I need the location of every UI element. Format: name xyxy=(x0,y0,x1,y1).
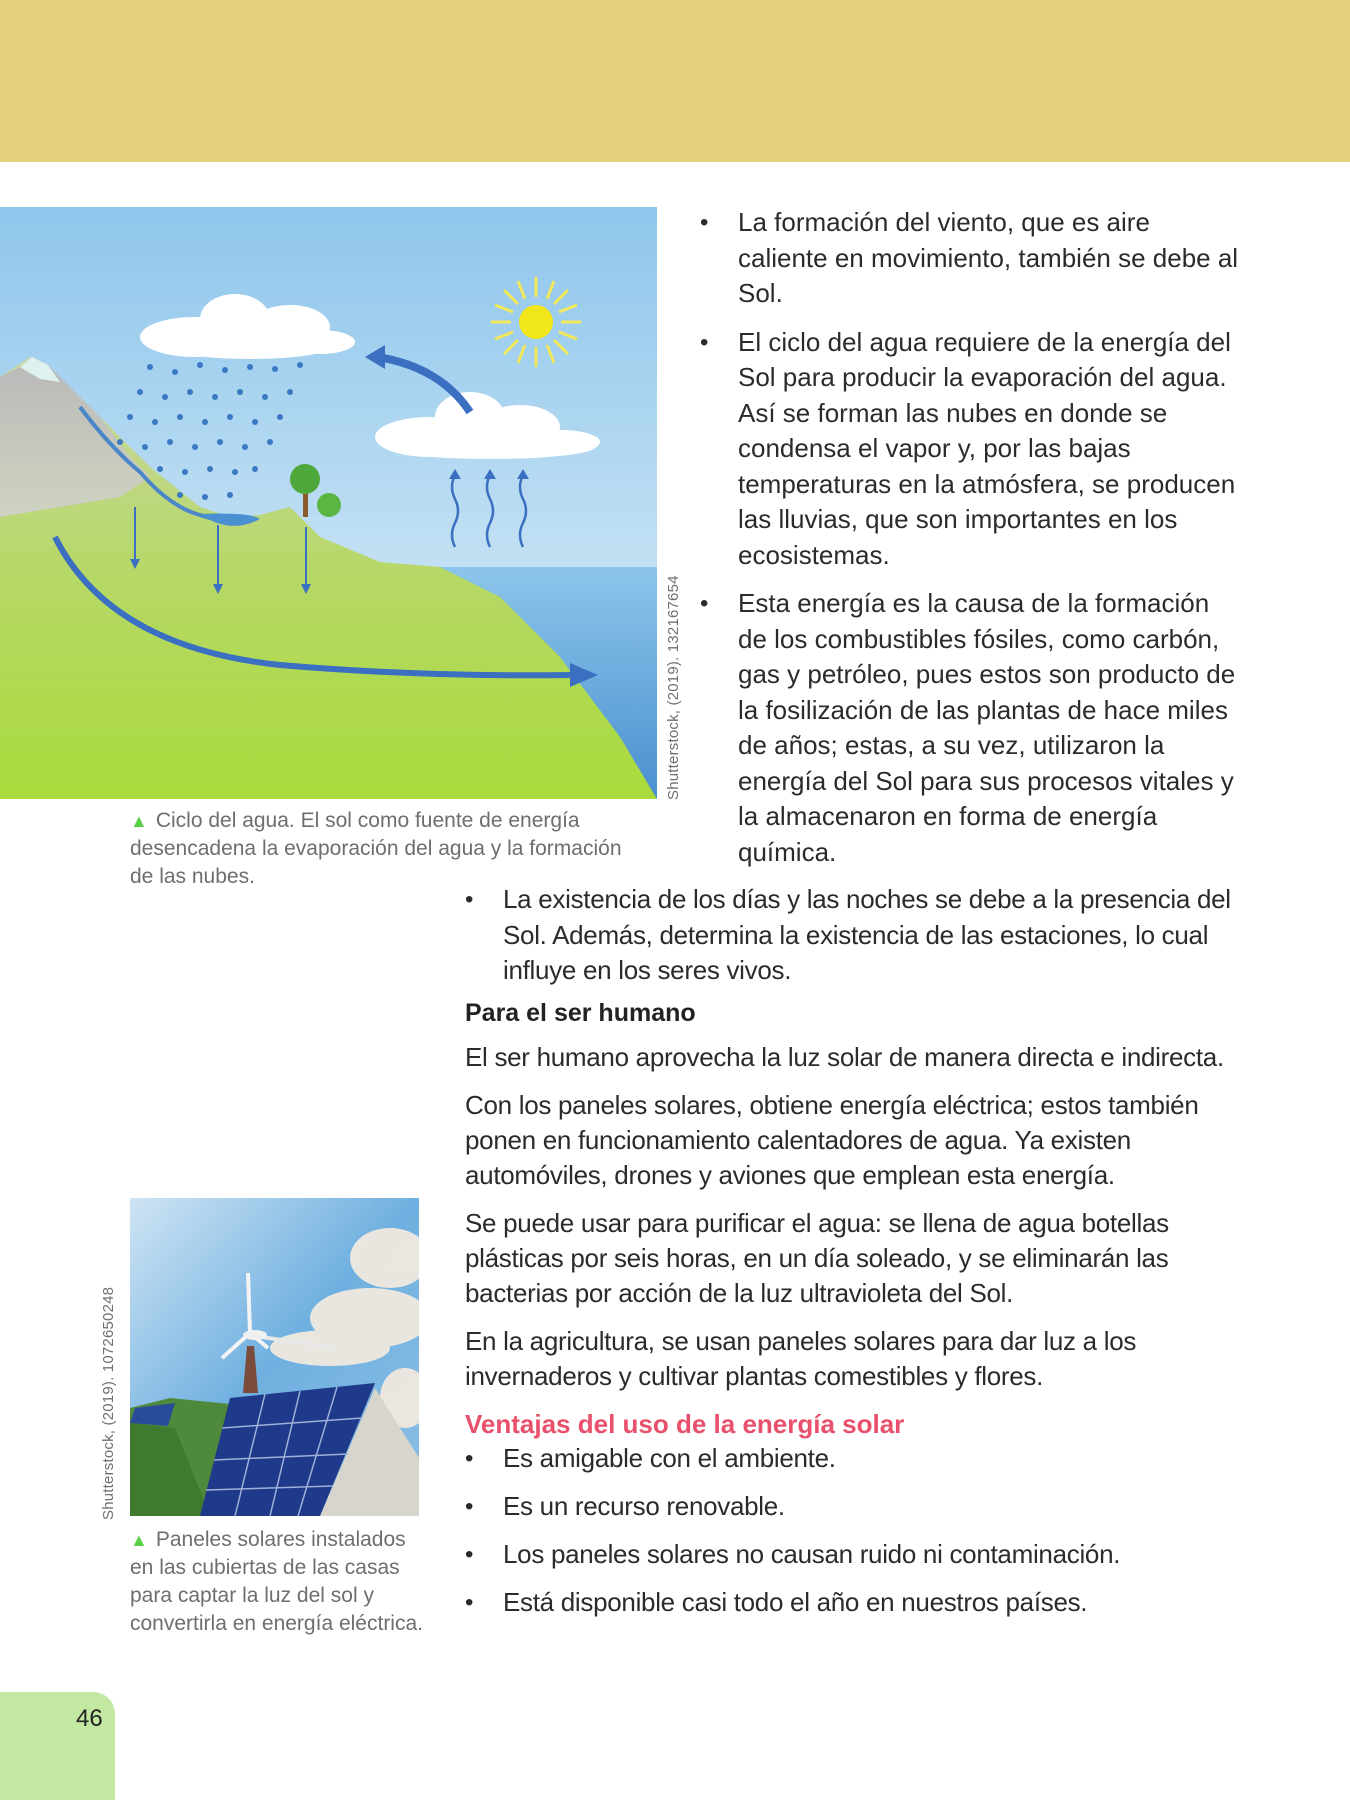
section-heading: Para el ser humano xyxy=(465,998,696,1027)
sun-icon xyxy=(491,277,581,367)
bullet-list-top xyxy=(700,205,1240,883)
paragraph: Con los paneles solares, obtiene energía eléctrica; estos también ponen en funcionamiento calentadores de agua. Ya existen automóviles, drones y aviones que emplean esta energía. xyxy=(465,1089,1199,1190)
bullet-icon: • xyxy=(465,1588,474,1616)
list-item: • Está disponible casi todo el año en nuestros países. xyxy=(465,1585,1235,1620)
header-band xyxy=(0,0,1350,162)
list-item: • La formación del viento, que es aire caliente en movimiento, también se debe al Sol. xyxy=(700,207,1239,308)
triangle-up-icon: ▲ xyxy=(130,1530,148,1550)
solar-panels-photo xyxy=(130,1198,419,1516)
image-credit: Shutterstock, (2019). 132167654 xyxy=(665,575,682,800)
figure-caption xyxy=(130,807,650,891)
list-item: • Es amigable con el ambiente. xyxy=(465,1441,1235,1476)
bullet-icon: • xyxy=(700,590,709,617)
advantages-heading: Ventajas del uso de la energía solar xyxy=(465,1408,905,1439)
list-item: • Esta energía es la causa de la formación de los combustibles fósiles, como carbón, gas y petróleo, pues estos son producto de la fosilización de las plantas de hace miles de años; estas, a su vez, utilizaron la energía del Sol para sus procesos vitales y la almacenaron en forma de energía química. xyxy=(700,588,1236,867)
bush xyxy=(317,493,341,517)
image-credit: Shutterstock, (2019). 1072650248 xyxy=(100,1286,117,1520)
caption-text: Ciclo del agua. El sol como fuente de energía desencadena la evaporación del agua y la formación de las nubes. xyxy=(130,809,622,888)
bullet-icon: • xyxy=(465,886,474,913)
triangle-up-icon: ▲ xyxy=(130,811,148,831)
paragraph: En la agricultura, se usan paneles solares para dar luz a los invernaderos y cultivar plantas comestibles y flores. xyxy=(465,1325,1137,1391)
caption-text: Paneles solares instalados en las cubiertas de las casas para captar la luz del sol y convertirla en energía eléctrica. xyxy=(130,1528,423,1635)
bullet-icon: • xyxy=(465,1540,474,1568)
list-item: • Es un recurso renovable. xyxy=(465,1489,1235,1524)
main-column xyxy=(465,882,1235,1633)
water-cycle-illustration xyxy=(0,207,657,799)
list-item: • La existencia de los días y las noches se debe a la presencia del Sol. Además, determina la existencia de las estaciones, lo cual influye en los seres vivos. xyxy=(465,884,1231,985)
list-item: • Los paneles solares no causan ruido ni contaminación. xyxy=(465,1537,1235,1572)
bullet-icon: • xyxy=(465,1444,474,1472)
paragraph: Se puede usar para purificar el agua: se llena de agua botellas plásticas por seis horas, en un día soleado, y se eliminarán las bacterias por acción de la luz ultravioleta del Sol. xyxy=(465,1207,1169,1308)
solar-panels-svg xyxy=(130,1198,419,1516)
tree-crown xyxy=(290,464,320,494)
water-cycle-svg xyxy=(0,207,657,799)
paragraph: El ser humano aprovecha la luz solar de manera directa e indirecta. xyxy=(465,1041,1224,1072)
list-item: • El ciclo del agua requiere de la energía del Sol para producir la evaporación del agua. Así se forman las nubes en donde se condensa el vapor y, por las bajas temperaturas en la atmósfera, se producen las lluvias, que son importantes en los ecosistemas. xyxy=(700,326,1236,570)
bullet-icon: • xyxy=(700,209,709,236)
bullet-icon: • xyxy=(700,328,709,356)
page-number: 46 xyxy=(76,1705,103,1732)
figure-caption xyxy=(130,1526,430,1638)
bullet-icon: • xyxy=(465,1492,474,1520)
